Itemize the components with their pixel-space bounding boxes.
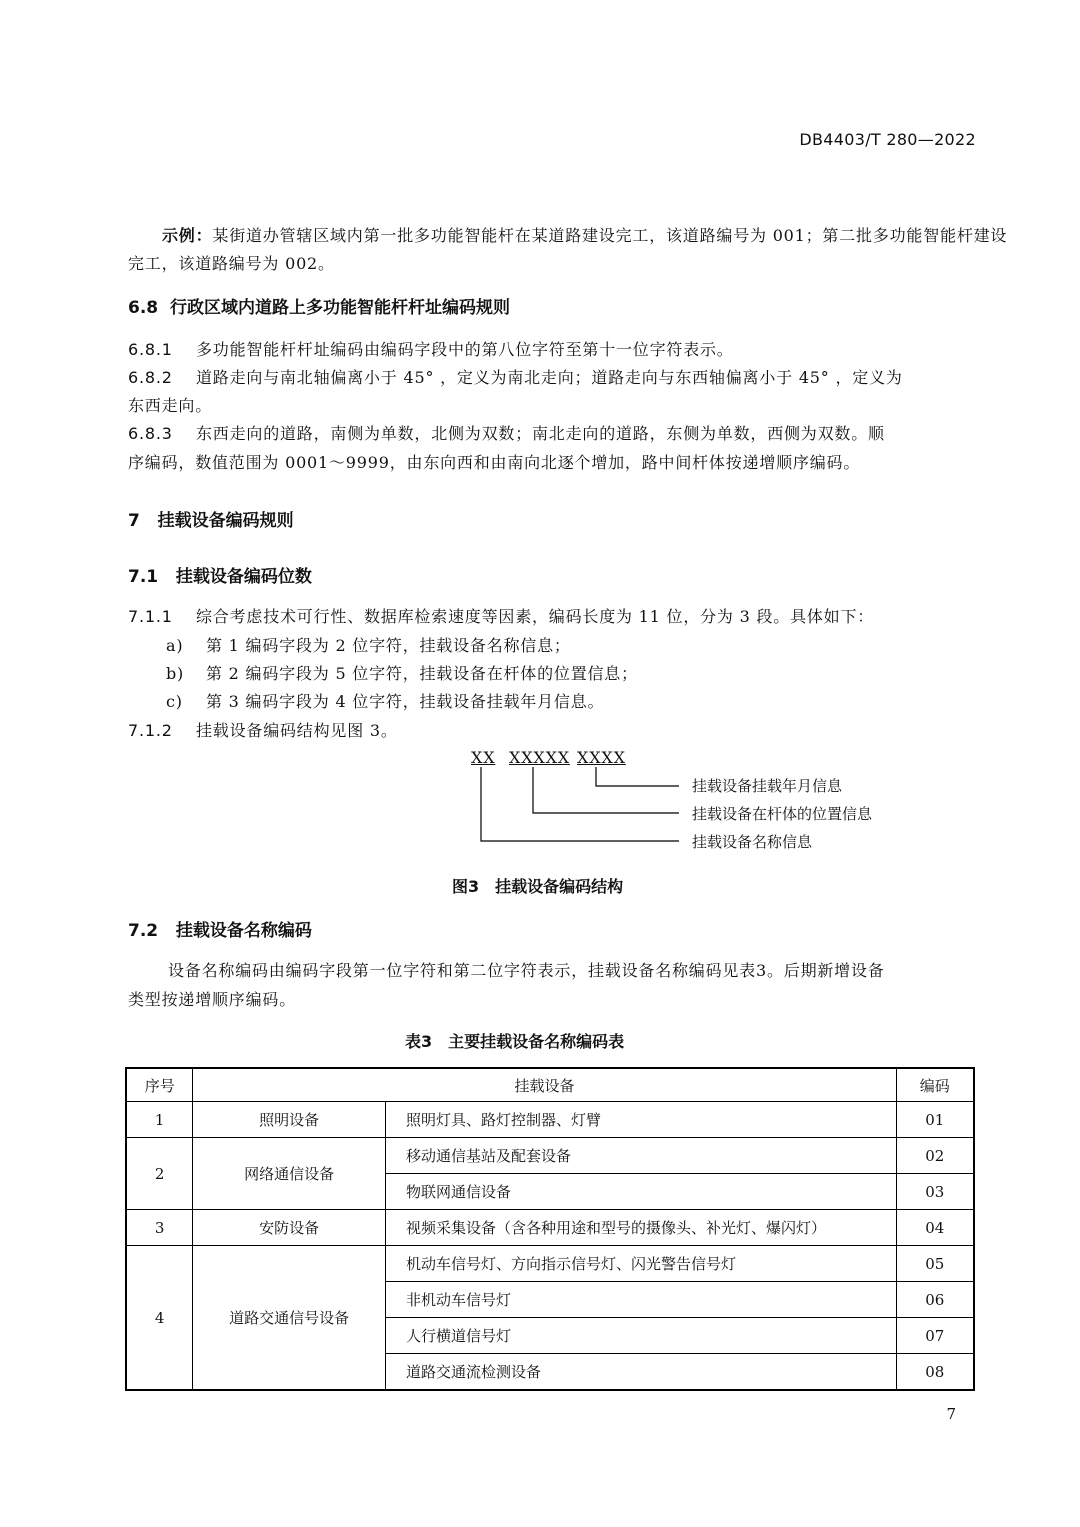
section-title: 挂载设备编码位数 [175,567,312,587]
connector-line-1 [481,767,679,841]
section-number: 7 [128,511,140,531]
row-code: 02 [896,1138,974,1174]
row-code: 05 [896,1246,974,1282]
figure-label-position: 挂载设备在杆体的位置信息 [692,805,873,823]
row-equipment: 机动车信号灯、方向指示信号灯、闪光警告信号灯 [385,1246,896,1282]
row-equipment: 照明灯具、路灯控制器、灯臂 [385,1102,896,1138]
section-number: 6.8 [128,298,159,318]
example-text-1: 某街道办管辖区域内第一批多功能智能杆在某道路建设完工，该道路编号为 001；第二批多功能智能杆建设 [212,226,1008,245]
row-equipment: 视频采集设备（含各种用途和型号的摄像头、补光灯、爆闪灯） [385,1210,896,1246]
row-number: 3 [126,1210,193,1246]
section-7-2-heading [128,916,312,941]
document-id: DB4403/T 280—2022 [799,130,976,149]
list-marker: c) [166,692,183,711]
table-caption: 表3 主要挂载设备名称编码表 [405,1032,625,1051]
row-equipment: 道路交通流检测设备 [385,1354,896,1391]
clause-text: 多功能智能杆杆址编码由编码字段中的第八位字符至第十一位字符表示。 [196,340,734,359]
clause-number: 7.1.1 [128,607,173,626]
figure-label-year-month: 挂载设备挂载年月信息 [692,777,843,795]
row-equipment: 人行横道信号灯 [385,1318,896,1354]
section-title: 挂载设备名称编码 [175,921,312,941]
table-header-row [126,1068,974,1102]
row-category: 网络通信设备 [193,1138,386,1210]
list-marker: b) [166,664,185,683]
table-row [126,1210,974,1246]
clause-text: 道路走向与南北轴偏离小于 45° ，定义为南北走向；道路走向与东西轴偏离小于 45° ，定义为 [196,368,903,387]
row-code: 01 [896,1102,974,1138]
section-title: 挂载设备编码规则 [157,511,294,531]
code-segment-1: XX [471,748,496,767]
row-code: 04 [896,1210,974,1246]
example-line-2: 完工，该道路编号为 002。 [128,254,335,273]
row-code: 08 [896,1354,974,1391]
figure-label-name: 挂载设备名称信息 [692,833,813,851]
row-code: 06 [896,1282,974,1318]
row-equipment: 物联网通信设备 [385,1174,896,1210]
list-text: 第 1 编码字段为 2 位字符，挂载设备名称信息； [206,636,571,655]
paragraph-7-2-line-2: 类型按递增顺序编码。 [128,990,297,1009]
clause-text: 挂载设备编码结构见图 3。 [196,721,398,740]
row-number: 4 [126,1246,193,1391]
clause-number: 6.8.3 [128,424,173,443]
clause-text: 综合考虑技术可行性、数据库检索速度等因素，编码长度为 11 位，分为 3 段。具体如下： [196,607,875,626]
connector-line-2 [533,767,679,813]
clause-6-8-2-cont: 东西走向。 [128,396,213,415]
clause-number: 6.8.1 [128,340,173,359]
row-category: 照明设备 [193,1102,386,1138]
row-number: 1 [126,1102,193,1138]
list-text: 第 3 编码字段为 4 位字符，挂载设备挂载年月信息。 [206,692,605,711]
section-number: 7.2 [128,921,159,941]
table-row [126,1138,974,1174]
row-equipment: 移动通信基站及配套设备 [385,1138,896,1174]
header-number: 序号 [126,1068,193,1102]
row-code: 07 [896,1318,974,1354]
figure-caption: 图3 挂载设备编码结构 [452,877,624,896]
list-marker: a) [166,636,184,655]
row-code: 03 [896,1174,974,1210]
equipment-code-table [125,1067,975,1391]
header-equipment: 挂载设备 [193,1068,896,1102]
header-code: 编码 [896,1068,974,1102]
row-category: 安防设备 [193,1210,386,1246]
section-number: 7.1 [128,567,159,587]
clause-text: 东西走向的道路，南侧为单数，北侧为双数；南北走向的道路，东侧为单数，西侧为双数。顺 [196,424,885,443]
connector-line-3 [596,767,679,786]
clause-number: 6.8.2 [128,368,173,387]
code-segment-3: XXXX [577,748,626,767]
paragraph-7-2-line-1: 设备名称编码由编码字段第一位字符和第二位字符表示，挂载设备名称编码见表3。后期新增设备 [168,961,885,980]
table-row [126,1102,974,1138]
row-category: 道路交通信号设备 [193,1246,386,1391]
row-number: 2 [126,1138,193,1210]
clause-number: 7.1.2 [128,721,173,740]
table-row [126,1246,974,1282]
row-equipment: 非机动车信号灯 [385,1282,896,1318]
section-title: 行政区域内道路上多功能智能杆杆址编码规则 [169,298,510,318]
code-segment-2: XXXXX [509,748,570,767]
clause-6-8-3-cont: 序编码，数值范围为 0001～9999，由东向西和由南向北逐个增加，路中间杆体按递增顺序编码。 [128,453,861,472]
page-number: 7 [946,1405,956,1423]
example-label: 示例： [162,226,213,245]
list-text: 第 2 编码字段为 5 位字符，挂载设备在杆体的位置信息； [206,664,638,683]
